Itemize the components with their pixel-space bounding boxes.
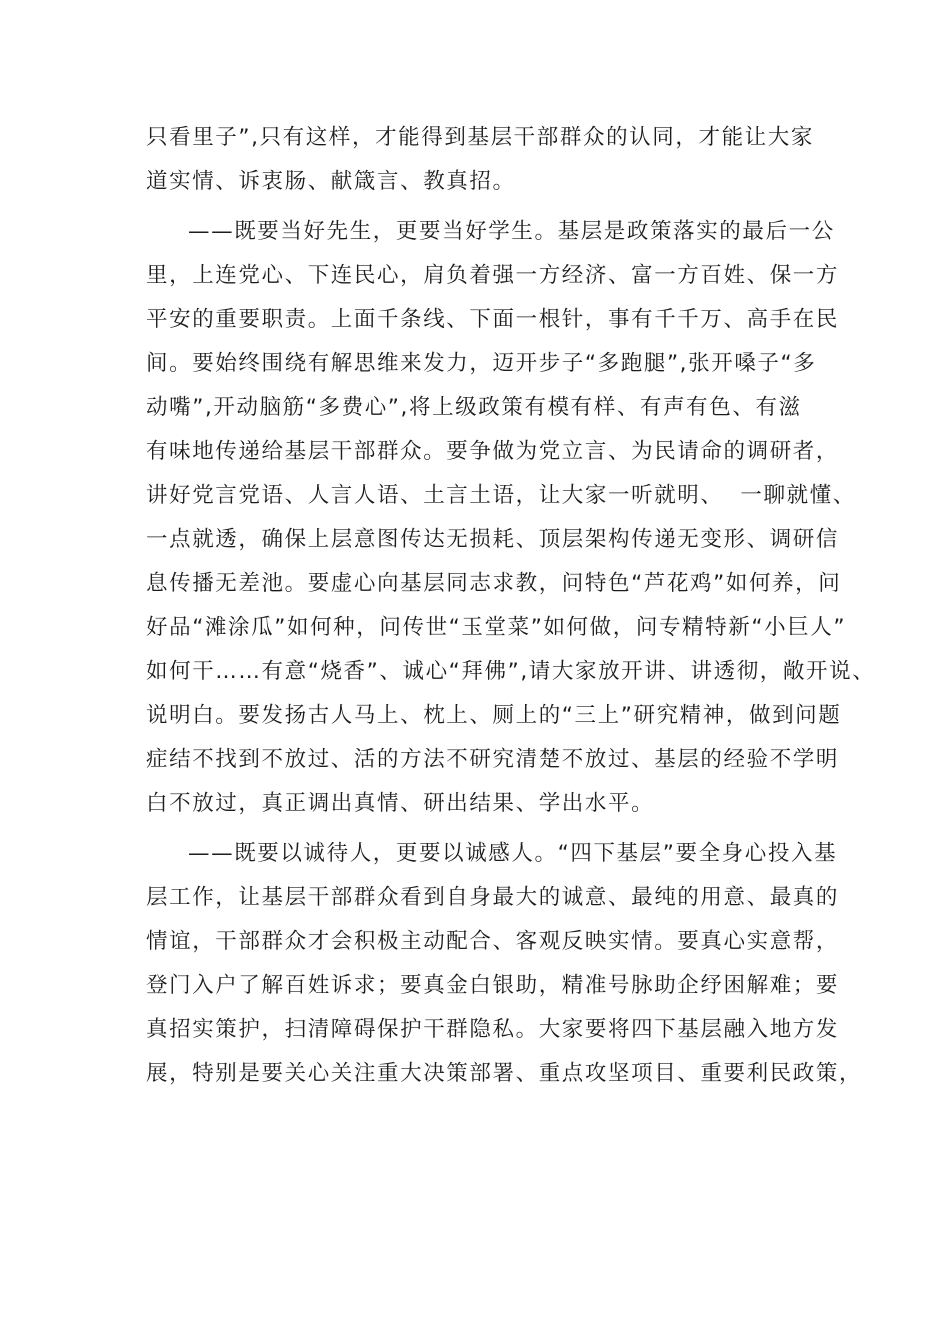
text-line: 里，上连党心、下连民心，肩负着强一方经济、富一方百姓、保一方 (146, 263, 840, 288)
text-line: 动嘴”,开动脑筋“多费心”,将上级政策有模有样、有声有色、有滋 (146, 395, 802, 420)
document-body (146, 116, 876, 1096)
text-line: 情谊，干部群众才会积极主动配合、客观反映实情。要真心实意帮， (146, 929, 840, 954)
text-line: 症结不找到不放过、活的方法不研究清楚不放过、基层的经验不学明 (146, 747, 840, 772)
paragraph-1 (146, 116, 826, 204)
text-line: 平安的重要职责。上面千条线、下面一根针，事有千千万、高手在民 (146, 307, 840, 332)
text-line: 展，特别是要关心关注重大决策部署、重点攻坚项目、重要利民政策， (146, 1061, 863, 1086)
text-line: 一点就透，确保上层意图传达无损耗、顶层架构传递无变形、调研信 (146, 527, 840, 552)
text-line: 真招实策护，扫清障碍保护干群隐私。大家要将四下基层融入地方发 (146, 1017, 840, 1042)
text-line: 白不放过，真正调出真情、研出结果、学出水平。 (146, 791, 655, 816)
text-line: 层工作，让基层干部群众看到自身最大的诚意、最纯的用意、最真的 (146, 885, 840, 910)
text-line: 讲好党言党语、人言人语、土言土语，让大家一听就明、 一聊就懂、 (146, 483, 856, 508)
text-line: ——既要当好先生，更要当好学生。基层是政策落实的最后一公 (188, 219, 835, 244)
text-line: 登门入户了解百姓诉求；要真金白银助，精准号脉助企纾困解难；要 (146, 973, 840, 998)
text-line: 间。要始终围绕有解思维来发力，迈开步子“多跑腿”,张开嗓子“多 (146, 351, 817, 376)
text-line: 说明白。要发扬古人马上、枕上、厕上的“三上”研究精神，做到问题 (146, 703, 842, 728)
text-line: 如何干……有意“烧香”、诚心“拜佛”,请大家放开讲、讲透彻，敞开说、 (146, 659, 876, 684)
paragraph-3 (146, 832, 863, 1096)
text-line: 只看里子”,只有这样，才能得到基层干部群众的认同，才能让大家 (146, 125, 814, 150)
text-line: 息传播无差池。要虚心向基层同志求教，问特色“芦花鸡”如何养，问 (146, 571, 842, 596)
text-line: 道实情、诉衷肠、献箴言、教真招。 (146, 169, 516, 194)
text-line: ——既要以诚待人，更要以诚感人。“四下基层”要全身心投入基 (188, 841, 838, 866)
text-line: 好品“滩涂瓜”如何种，问传世“玉堂菜”如何做，问专精特新“小巨人” (146, 615, 847, 640)
paragraph-2 (146, 210, 876, 826)
text-line: 有味地传递给基层干部群众。要争做为党立言、为民请命的调研者， (146, 439, 840, 464)
